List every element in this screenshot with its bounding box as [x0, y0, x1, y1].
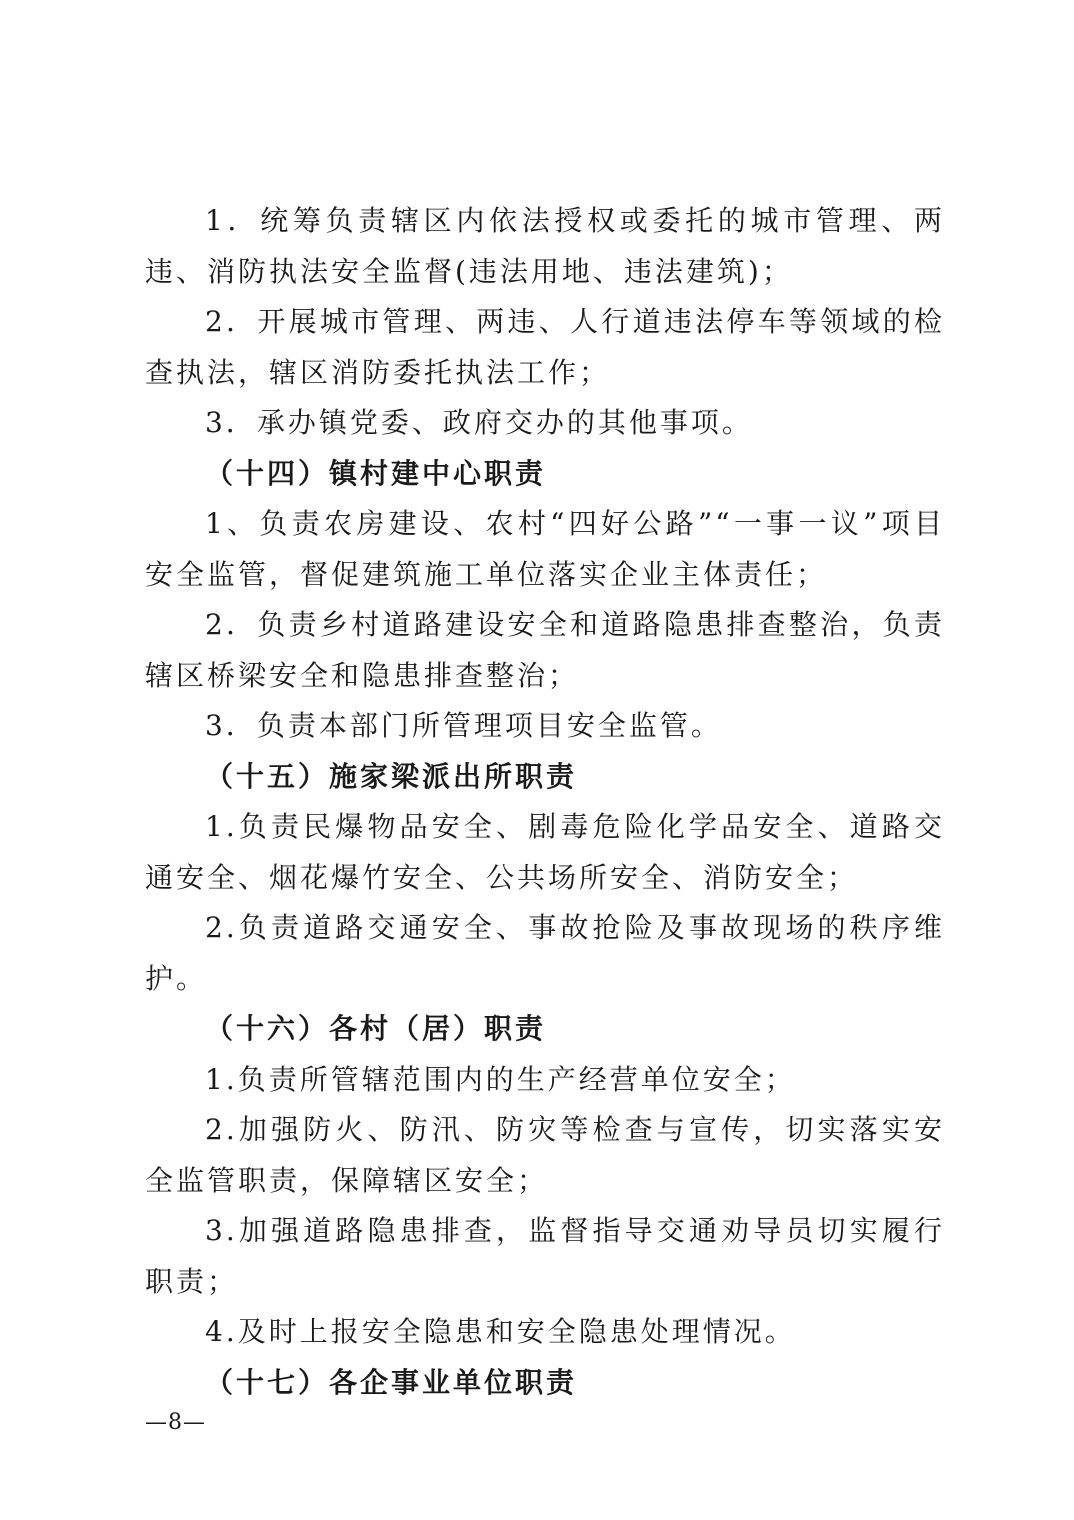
paragraph-1: 1．统筹负责辖区内依法授权或委托的城市管理、两违、消防执法安全监督(违法用地、违法建筑)； — [145, 204, 945, 288]
paragraph-10: 2.加强防火、防汛、防灾等检查与宣传，切实落实安全监管职责，保障辖区安全； — [145, 1113, 945, 1197]
section-heading-14: （十四）镇村建中心职责 — [205, 456, 547, 490]
section-heading-17: （十七）各企事业单位职责 — [205, 1365, 578, 1399]
section-heading-16: （十六）各村（居）职责 — [205, 1012, 547, 1045]
paragraph-2: 2．开展城市管理、两违、人行道违法停车等领域的检查执法，辖区消防委托执法工作； — [145, 305, 945, 389]
paragraph-7: 1.负责民爆物品安全、剧毒危险化学品安全、道路交通安全、烟花爆竹安全、公共场所安全、消防安全； — [145, 810, 945, 894]
body-text — [145, 196, 945, 1408]
paragraph-4: 1、负责农房建设、农村“四好公路”“一事一议”项目安全监管，督促建筑施工单位落实企业主体责任； — [145, 507, 945, 591]
paragraph-3: 3．承办镇党委、政府交办的其他事项。 — [205, 406, 753, 439]
paragraph-11: 3.加强道路隐患排查，监督指导交通劝导员切实履行职责； — [145, 1214, 945, 1298]
paragraph-9: 1.负责所管辖范围内的生产经营单位安全； — [205, 1062, 796, 1096]
paragraph-12: 4.及时上报安全隐患和安全隐患处理情况。 — [205, 1315, 796, 1348]
paragraph-6: 3．负责本部门所管理项目安全监管。 — [205, 709, 722, 742]
section-heading-15: （十五）施家梁派出所职责 — [205, 759, 578, 793]
paragraph-8: 2.负责道路交通安全、事故抢险及事故现场的秩序维护。 — [145, 911, 945, 995]
paragraph-5: 2．负责乡村道路建设安全和道路隐患排查整治，负责辖区桥梁安全和隐患排查整治； — [145, 608, 945, 692]
page-number: —8— — [145, 1410, 206, 1435]
